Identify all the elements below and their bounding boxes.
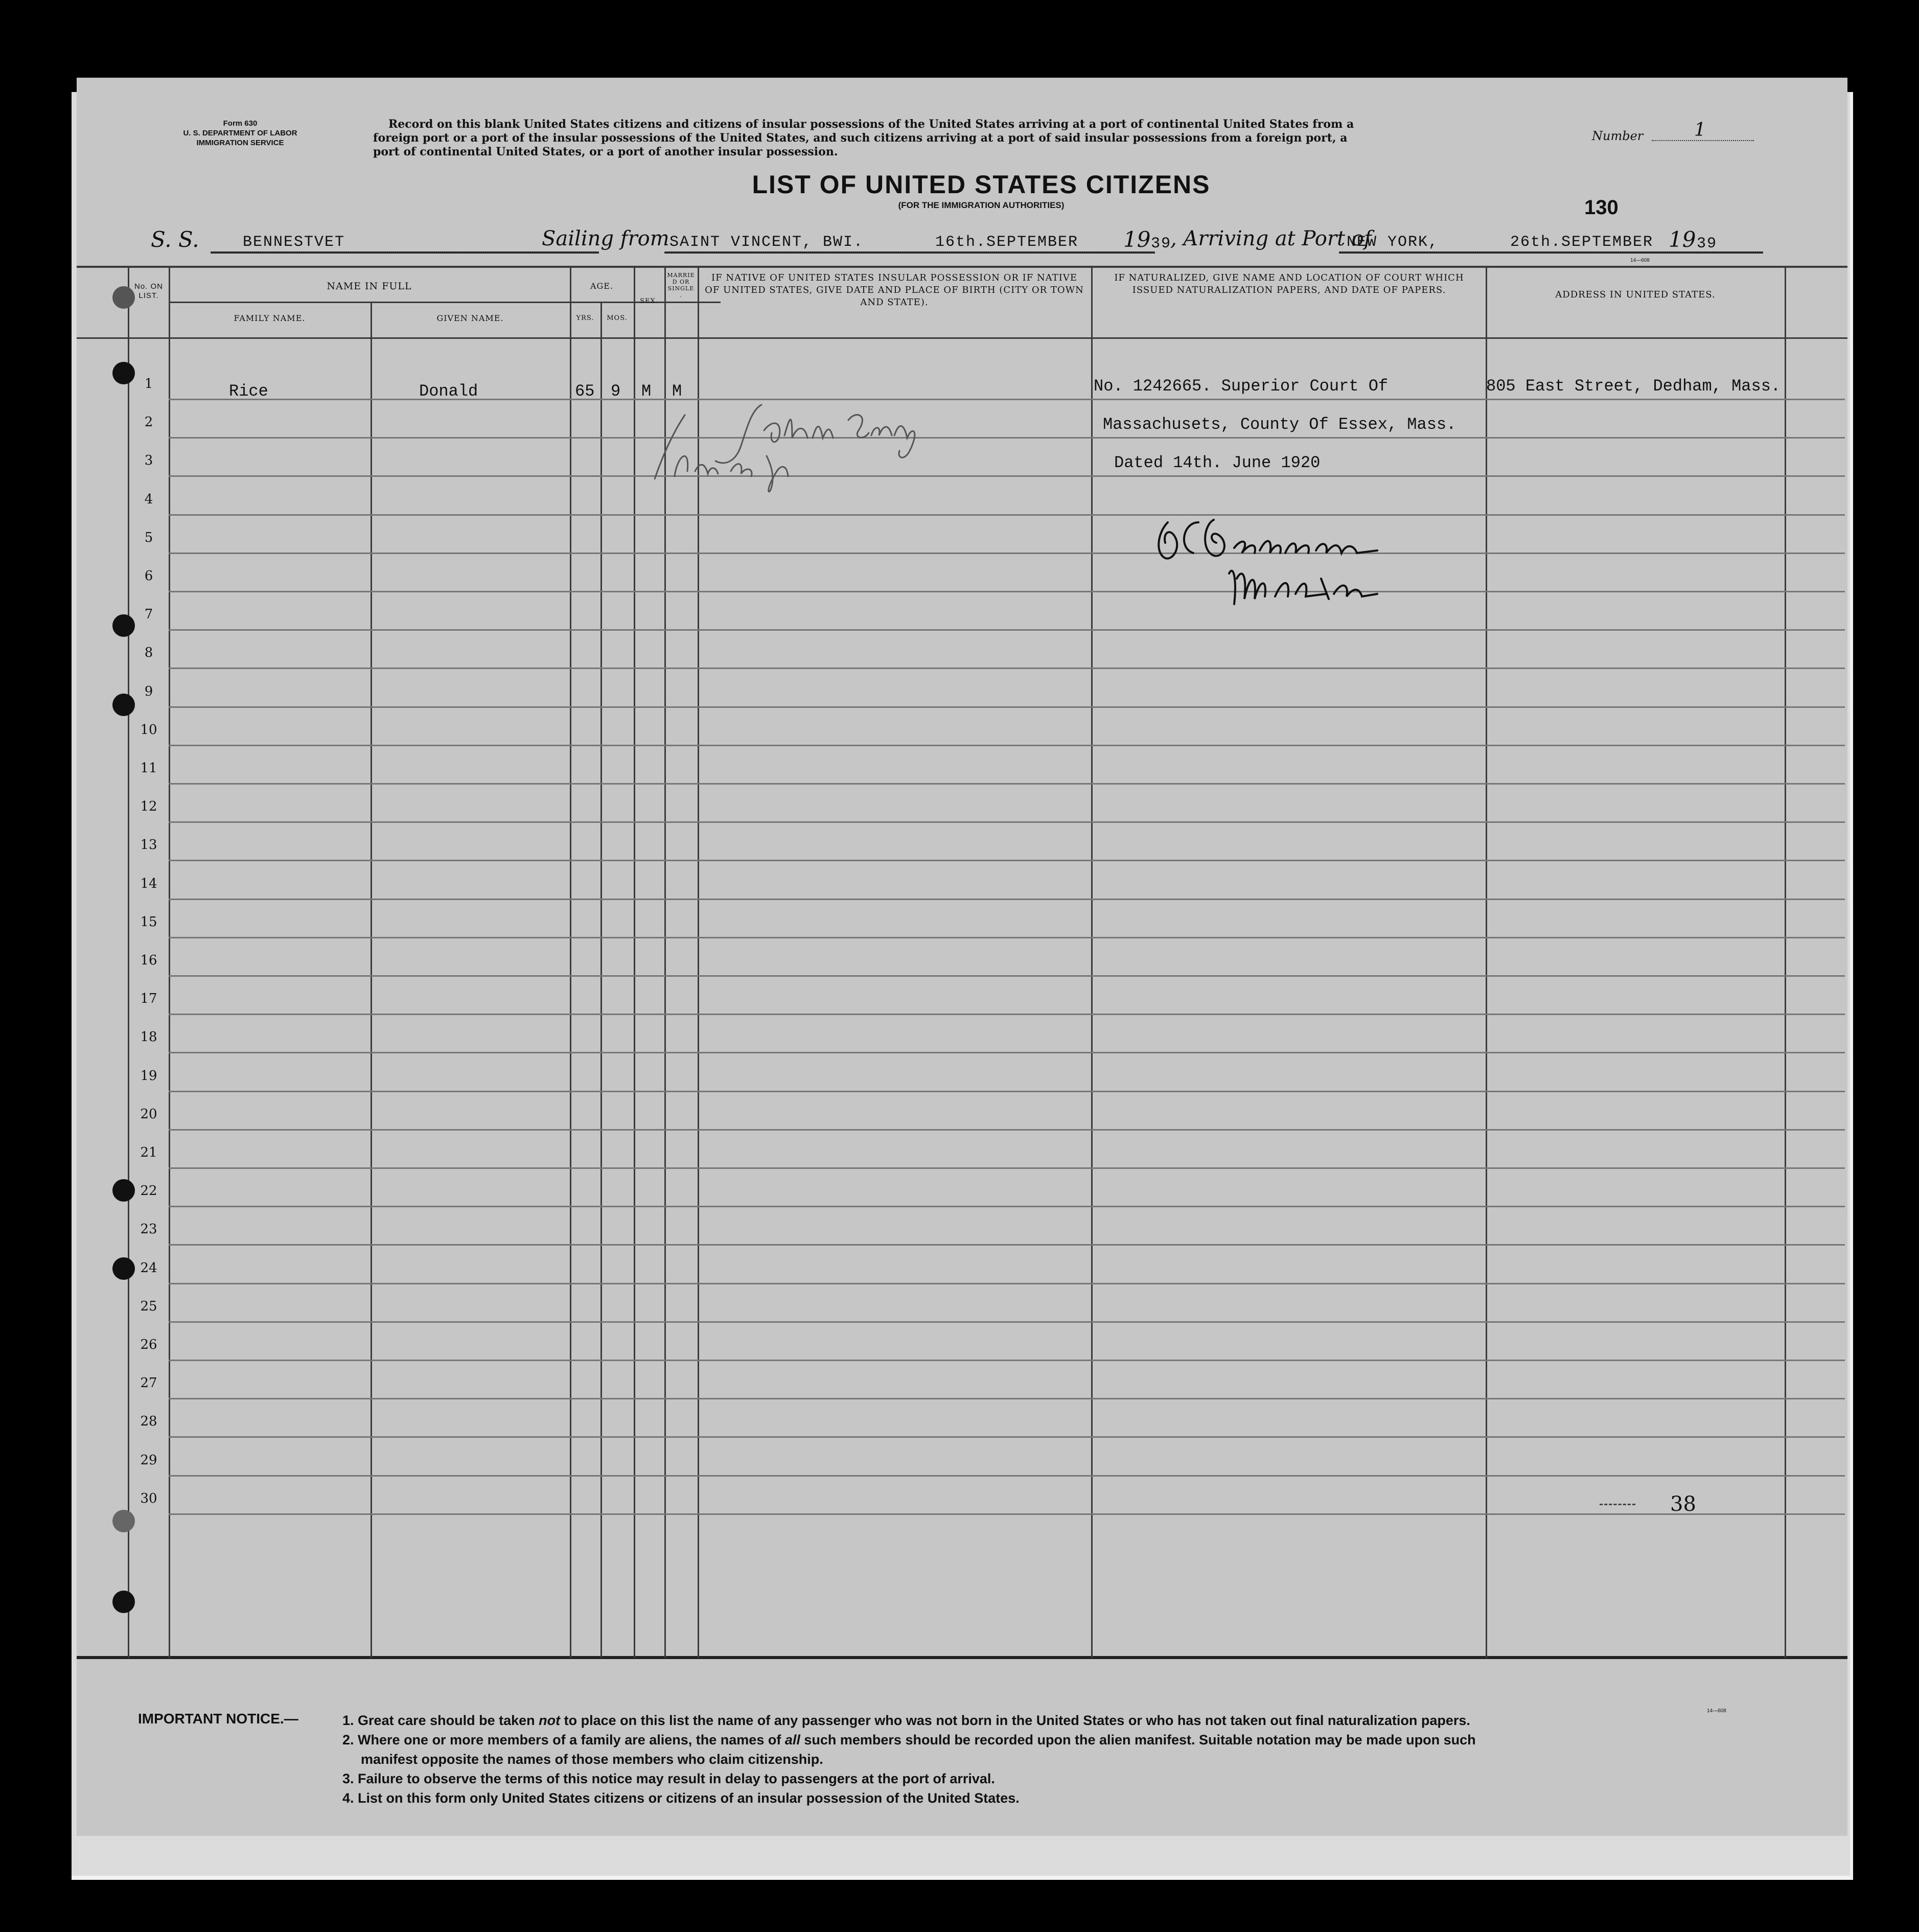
header-birth: IF NATIVE OF UNITED STATES INSULAR POSSESSION OR IF NATIVE OF UNITED STATES, GIVE DATE AND PLACE OF BIRTH (CITY OR TOWN AND STATE). xyxy=(705,272,1084,308)
naturalization-line-1: No. 1242665. Superior Court Of xyxy=(1094,377,1389,396)
from-port: SAINT VINCENT, BWI. xyxy=(669,234,864,251)
notice-item: 4. List on this form only United States citizens or citizens of an insular possession of the United States. xyxy=(342,1790,1020,1806)
row-rule xyxy=(169,821,1845,823)
row-rule xyxy=(169,1244,1845,1246)
header-address: ADDRESS IN UNITED STATES. xyxy=(1555,289,1716,300)
row-number: 27 xyxy=(140,1375,157,1391)
row-number: 6 xyxy=(144,568,153,584)
row-number: 23 xyxy=(140,1222,157,1237)
sail-date: 16th.SEPTEMBER xyxy=(935,234,1079,251)
binder-hole xyxy=(112,362,135,384)
binder-hole xyxy=(112,614,135,637)
form-number: Form 630 xyxy=(223,119,258,128)
binder-hole xyxy=(112,694,135,716)
header-no-on-list: No. ON LIST. xyxy=(134,282,163,300)
notice-label: IMPORTANT NOTICE.— xyxy=(138,1711,298,1727)
row-rule xyxy=(169,1052,1845,1053)
binder-hole xyxy=(112,1179,135,1202)
sail-year: 39 xyxy=(1151,235,1172,252)
row-number: 12 xyxy=(140,799,157,815)
page-title: LIST OF UNITED STATES CITIZENS xyxy=(752,170,1211,199)
row-rule xyxy=(169,437,1845,439)
row-rule xyxy=(169,629,1845,631)
inspector-signature xyxy=(654,389,940,502)
page-stamp: 130 xyxy=(1584,196,1619,219)
row-rule xyxy=(169,1436,1845,1438)
notice-item: 3. Failure to observe the terms of this notice may result in delay to passengers at the port of arrival. xyxy=(342,1771,995,1786)
row-rule xyxy=(169,1360,1845,1361)
row-rule xyxy=(169,1014,1845,1015)
ss-label: S. S. xyxy=(151,227,199,252)
age-mos-cell: 9 xyxy=(611,382,621,401)
instruction-line: Record on this blank United States citizens and citizens of insular possessions of the United States arriving at a port of continental United States from a xyxy=(388,118,1354,131)
row-number: 15 xyxy=(140,914,157,930)
tally-number: 38 xyxy=(1670,1492,1696,1516)
binder-hole xyxy=(112,1257,135,1280)
row-rule xyxy=(169,975,1845,977)
service: IMMIGRATION SERVICE xyxy=(196,139,284,147)
row-number: 24 xyxy=(140,1260,157,1276)
row-number: 3 xyxy=(144,453,153,469)
row-rule xyxy=(169,1091,1845,1092)
table-top-border xyxy=(77,266,1847,268)
binder-hole xyxy=(112,1510,135,1532)
naturalization-line-2: Massachusets, County Of Essex, Mass. xyxy=(1103,415,1456,434)
row-number: 2 xyxy=(144,415,153,430)
row-number: 22 xyxy=(140,1183,157,1199)
notice-list xyxy=(342,1711,1824,1808)
header-family-name: FAMILY NAME. xyxy=(234,313,306,323)
row-number: 25 xyxy=(140,1298,157,1314)
printer-code: 14—608 xyxy=(1630,258,1650,263)
page-subtitle: (FOR THE IMMIGRATION AUTHORITIES) xyxy=(898,200,1065,210)
row-number: 20 xyxy=(140,1106,157,1122)
row-rule xyxy=(169,783,1845,785)
row-rule xyxy=(169,706,1845,708)
row-number: 5 xyxy=(144,530,153,545)
row-number: 17 xyxy=(140,991,157,1007)
row-number: 19 xyxy=(140,1068,157,1084)
row-rule xyxy=(169,514,1845,516)
sailing-label: Sailing from xyxy=(542,227,669,250)
header-yrs: YRS. xyxy=(576,314,594,322)
binder-hole xyxy=(112,286,135,309)
table-bottom-border xyxy=(77,1656,1847,1659)
col-line xyxy=(600,303,602,1658)
row-rule xyxy=(169,1398,1845,1399)
row-number: 21 xyxy=(140,1145,157,1160)
number-label: Number xyxy=(1592,129,1644,143)
row-number: 18 xyxy=(140,1029,157,1045)
row-rule xyxy=(169,553,1845,554)
header-sex: SEX. xyxy=(640,297,658,305)
notice-item: 2. Where one or more members of a family are aliens, the names of all such members should be recorded upon the alien manifest. Suitable notation may be made upon such xyxy=(342,1732,1476,1747)
department: U. S. DEPARTMENT OF LABOR xyxy=(183,129,297,137)
row-rule xyxy=(169,1321,1845,1323)
header-married: MARRIED OR SINGLE. xyxy=(667,272,695,298)
manifest-sheet xyxy=(77,78,1847,1836)
arriving-label: , Arriving at Port of xyxy=(1170,227,1372,250)
header-name-in-full: NAME IN FULL xyxy=(327,281,412,292)
notice-item: 1. Great care should be taken not to place on this list the name of any passenger who was not born in the United States or who has not taken out final naturalization papers. xyxy=(342,1713,1470,1728)
row-rule xyxy=(169,860,1845,861)
row-number: 13 xyxy=(140,837,157,853)
family-name-cell: Rice xyxy=(229,382,268,401)
row-number: 9 xyxy=(144,683,153,699)
row-rule xyxy=(169,475,1845,477)
row-number: 14 xyxy=(140,876,157,891)
header-bottom-border xyxy=(77,337,1847,339)
ship-line xyxy=(211,251,599,254)
arrive-year: 39 xyxy=(1697,235,1718,252)
row-rule xyxy=(169,1167,1845,1169)
row-rule xyxy=(169,745,1845,746)
header-naturalized: IF NATURALIZED, GIVE NAME AND LOCATION OF COURT WHICH ISSUED NATURALIZATION PAPERS, AND DATE OF PAPERS. xyxy=(1114,272,1464,295)
row-rule xyxy=(169,1206,1845,1207)
row-rule xyxy=(169,1129,1845,1131)
row-rule xyxy=(169,591,1845,592)
arrive-date: 26th.SEPTEMBER xyxy=(1510,234,1654,251)
header-age: AGE. xyxy=(590,281,614,291)
header-mos: MOS. xyxy=(607,314,628,322)
printer-code-bottom: 14—608 xyxy=(1707,1708,1726,1714)
tally-dash xyxy=(1600,1504,1635,1505)
row-rule xyxy=(169,899,1845,900)
master-signature xyxy=(1152,512,1439,635)
row-number: 10 xyxy=(140,722,157,738)
row-number: 1 xyxy=(144,376,153,392)
to-port: NEW YORK, xyxy=(1347,234,1439,251)
row-rule xyxy=(169,1283,1845,1284)
row-number: 28 xyxy=(140,1414,157,1430)
row-number: 29 xyxy=(140,1452,157,1468)
binder-hole xyxy=(112,1591,135,1613)
row-rule xyxy=(169,1475,1845,1477)
age-yrs-cell: 65 xyxy=(575,382,595,401)
row-number: 4 xyxy=(144,491,153,507)
row-rule xyxy=(169,668,1845,669)
row-rule xyxy=(169,1513,1845,1515)
row-rule xyxy=(169,937,1845,938)
number-value: 1 xyxy=(1694,120,1706,141)
instructions xyxy=(373,118,1610,159)
sailing-line xyxy=(664,251,1155,254)
row-number: 11 xyxy=(140,761,157,776)
arrive-year-prefix: 19 xyxy=(1669,227,1696,252)
form-info xyxy=(181,119,299,148)
row-number: 16 xyxy=(140,953,157,968)
given-name-cell: Donald xyxy=(419,382,478,401)
sex-cell: M xyxy=(641,382,652,401)
ship-name: BENNESTVET xyxy=(243,234,345,251)
row-number: 8 xyxy=(144,645,153,661)
col-line xyxy=(371,303,372,1658)
instruction-line: foreign port or a port of the insular possessions of the United States, and such citizens arriving at a port of said insular possessions from a foreign port, a xyxy=(373,131,1348,145)
instruction-line: port of continental United States, or a port of another insular possession. xyxy=(373,145,838,158)
row-number: 7 xyxy=(144,607,153,623)
header-given-name: GIVEN NAME. xyxy=(436,313,504,323)
row-number: 30 xyxy=(140,1490,157,1506)
row-number: 26 xyxy=(140,1337,157,1352)
naturalization-line-3: Dated 14th. June 1920 xyxy=(1114,453,1321,472)
married-cell: M xyxy=(672,382,682,401)
sail-year-prefix: 19 xyxy=(1123,227,1151,252)
notice-item: manifest opposite the names of those members who claim citizenship. xyxy=(361,1752,823,1767)
address-cell: 805 East Street, Dedham, Mass. xyxy=(1486,377,1781,396)
